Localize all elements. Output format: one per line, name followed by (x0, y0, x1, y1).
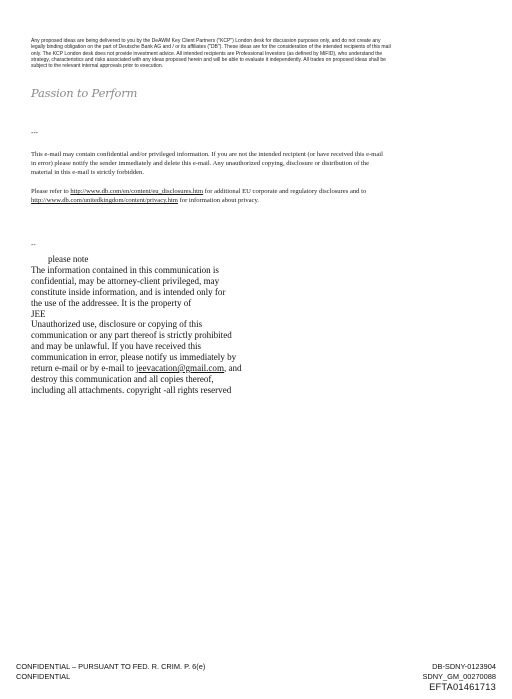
footer-confidential-line: CONFIDENTIAL – PURSUANT TO FED. R. CRIM. P. 6(e) (16, 662, 206, 671)
notice-line: in error) please notify the sender immediately and delete this e-mail. Any unauthorized copying, disclosure or distribution of the (31, 160, 370, 168)
return-suffix: , and (223, 363, 242, 374)
confidentiality-notice (31, 150, 483, 178)
disclaimer-line: only. The KCP London desk does not provide investment advice. All intended recipients are Professional Investors (as defined by MiFID), who understand the (31, 50, 383, 57)
efta-number: EFTA01461713 (429, 682, 496, 692)
eu-disclosures-link[interactable]: http://www.db.com/en/content/eu_disclosures.htm (70, 188, 204, 195)
contact-email-link[interactable]: jeevacation@gmail.com (136, 363, 224, 374)
refer-middle: for additional EU corporate and regulatory disclosures and to (203, 188, 367, 195)
disclaimer-block (31, 38, 483, 70)
note-line: destroy this communication and all copies thereof, (31, 373, 214, 384)
disclosure-reference (31, 187, 483, 205)
separator: -- (31, 242, 36, 249)
privacy-link[interactable]: http://www.db.com/unitedkingdom/content/privacy.htm (31, 197, 178, 205)
bates-number: DB-SDNY-0123904 (432, 662, 496, 671)
disclaimer-line: subject to the relevant internal approvals prior to execution. (31, 63, 164, 70)
disclaimer-line: legally binding obligation on the part of Deutsche Bank AG and / or its affiliates ("DB"). These ideas are for the consideration of the intended recipients of this mail (31, 44, 391, 51)
brand-slogan: Passion to Perform (31, 86, 138, 100)
refer-suffix: for information about privacy. (177, 197, 259, 205)
legal-note (31, 254, 331, 396)
note-line (31, 363, 331, 374)
note-line: communication or any part thereof is strictly prohibited (31, 330, 232, 341)
footer-left (16, 662, 205, 682)
bates-number: SDNY_GM_00270088 (422, 672, 496, 681)
note-line: constitute inside information, and is intended only for (31, 286, 226, 297)
separator: --- (31, 130, 38, 137)
return-prefix: return e-mail or by e-mail to (31, 363, 137, 374)
disclaimer-line: strategy, characteristics and risks associated with any ideas proposed herein and will be able to evaluate it independently. All trades on proposed ideas shall be (31, 57, 386, 64)
disclosure-line (31, 187, 483, 196)
note-line: including all attachments. copyright -all rights reserved (31, 384, 232, 395)
note-line: confidential, may be attorney-client privileged, may (31, 275, 220, 286)
note-line: JEE (31, 308, 46, 319)
disclosure-line (31, 196, 483, 205)
notice-line: This e-mail may contain confidential and/or privileged information. If you are not the intended recipient (or have received this e-mail (31, 151, 383, 158)
note-line: and may be unlawful. If you have received this (31, 341, 202, 352)
notice-line: material in this e-mail is strictly forbidden. (31, 169, 144, 177)
note-line: Unauthorized use, disclosure or copying of this (31, 319, 203, 330)
disclaimer-line: Any proposed ideas are being delivered to you by the DeAWM Key Client Partners ("KCP") London desk for discussion purposes only, and do not create any (31, 38, 381, 44)
footer-confidential-label: CONFIDENTIAL (16, 672, 71, 681)
footer-right (422, 662, 496, 693)
note-line: the use of the addressee. It is the property of (31, 297, 192, 308)
note-line: The information contained in this communication is (31, 264, 219, 275)
refer-prefix: Please refer to (31, 188, 71, 195)
note-line: communication in error, please notify us immediately by (31, 352, 237, 363)
note-heading: please note (48, 254, 89, 264)
